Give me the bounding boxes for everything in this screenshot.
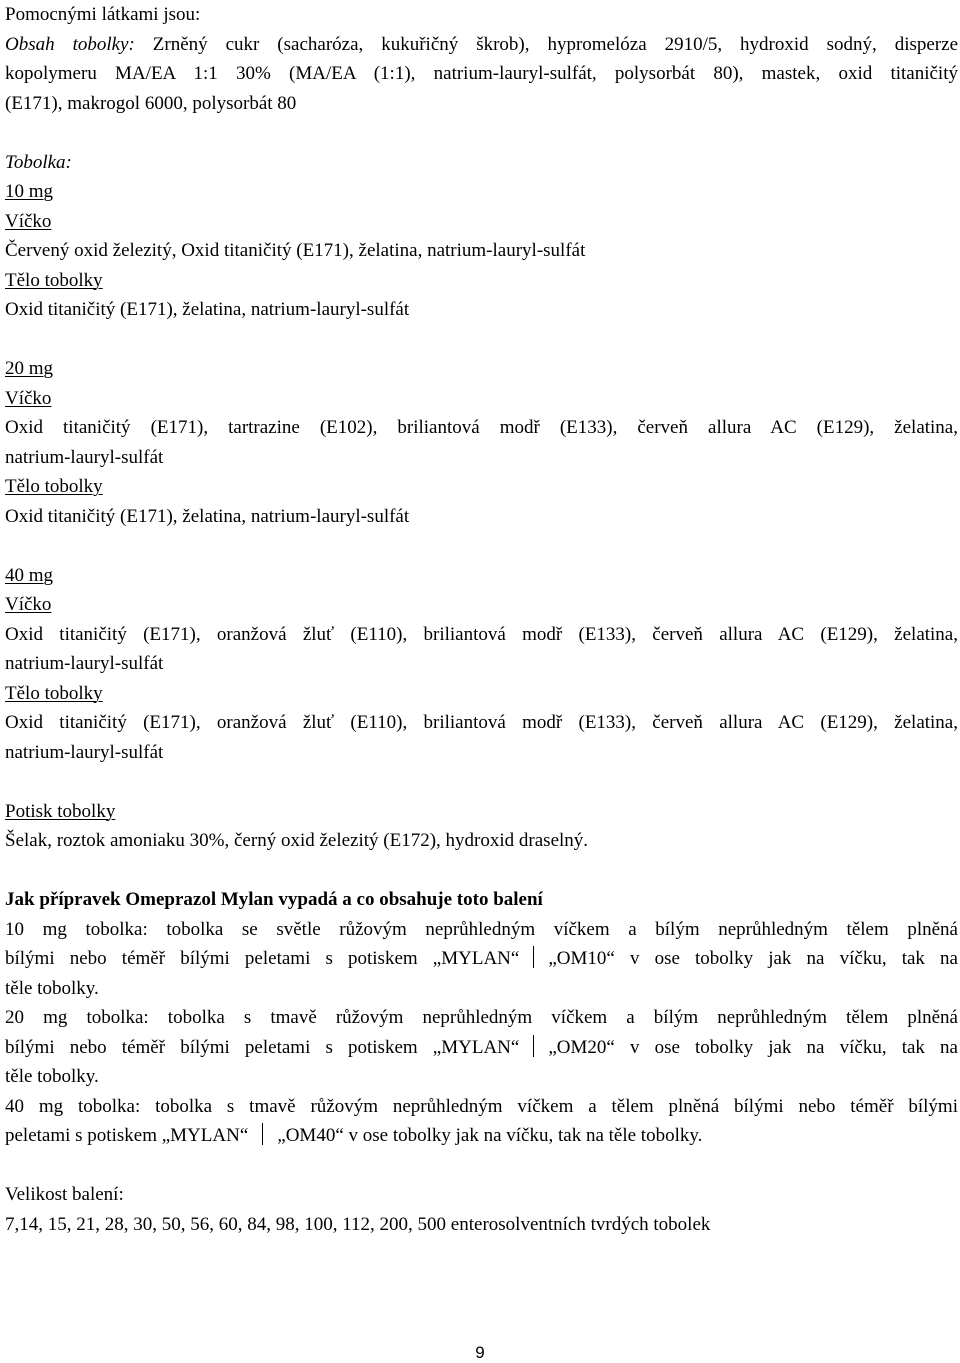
capsule-label: Tobolka:	[5, 151, 72, 173]
appearance-20mg-line-3: těle tobolky.	[5, 1066, 99, 1087]
print-text: Šelak, roztok amoniaku 30%, černý oxid železitý (E172), hydroxid draselný.	[5, 830, 589, 851]
dose-40mg-label: 40 mg	[5, 564, 54, 586]
appearance-20mg-line-2	[5, 1033, 958, 1063]
appearance-10mg-line-2	[5, 944, 958, 974]
spacer	[5, 118, 958, 148]
spacer	[5, 531, 958, 561]
document-body	[5, 0, 958, 1239]
pack-size-label: Velikost balení:	[5, 1184, 124, 1205]
appearance-heading: Jak přípravek Omeprazol Mylan vypadá a co obsahuje toto balení	[5, 889, 543, 910]
dose-20mg-body-text: Oxid titaničitý (E171), želatina, natrium-lauryl-sulfát	[5, 505, 410, 527]
dose-40mg-cap-text-1: Oxid titaničitý (E171), oranžová žluť (E110), briliantová modř (E133), červeň allura AC (E129), želatina,	[5, 623, 958, 645]
pack-size-text: 7,14, 15, 21, 28, 30, 50, 56, 60, 84, 98, 100, 112, 200, 500 enterosolventních tvrdých tobolek	[5, 1213, 711, 1235]
dose-40mg-cap-label: Víčko	[5, 594, 52, 615]
capsule-content-line-1	[5, 30, 958, 60]
dose-40mg-body-label: Tělo tobolky	[5, 682, 103, 704]
appearance-40mg-line-2	[5, 1121, 958, 1151]
capsule-content-line-3: (E171), makrogol 6000, polysorbát 80	[5, 92, 297, 114]
dose-10mg-body-text: Oxid titaničitý (E171), želatina, natrium-lauryl-sulfát	[5, 299, 410, 320]
spacer	[5, 856, 958, 886]
dose-40mg-body-text-1: Oxid titaničitý (E171), oranžová žluť (E110), briliantová modř (E133), červeň allura AC (E129), želatina,	[5, 712, 958, 733]
appearance-40mg-line-1: 40 mg tobolka: tobolka s tmavě růžovým neprůhledným víčkem a tělem plněná bílými nebo téměř bílými	[5, 1095, 958, 1117]
capsule-content-line-2: kopolymeru MA/EA 1:1 30% (MA/EA (1:1), natrium-lauryl-sulfát, polysorbát 80), mastek, oxid titaničitý	[5, 63, 958, 84]
dose-20mg-cap-label: Víčko	[5, 387, 52, 409]
appearance-20mg-line-2b: „OM20“ v ose tobolky jak na víčku, tak na	[548, 1036, 958, 1058]
spacer	[5, 325, 958, 355]
spacer	[5, 767, 958, 797]
dose-20mg-cap-text-2: natrium-lauryl-sulfát	[5, 446, 164, 468]
dose-10mg-body-label: Tělo tobolky	[5, 269, 103, 291]
dose-10mg-cap-label: Víčko	[5, 210, 52, 232]
appearance-20mg-line-2a: bílými nebo téměř bílými peletami s potiskem „MYLAN“	[5, 1036, 520, 1058]
dose-20mg-cap-text-1: Oxid titaničitý (E171), tartrazine (E102), briliantová modř (E133), červeň allura AC (E129), želatina,	[5, 417, 958, 438]
dose-20mg-label: 20 mg	[5, 358, 54, 379]
separator-bar	[262, 1123, 263, 1145]
capsule-content-label: Obsah tobolky:	[5, 33, 135, 55]
dose-20mg-body-label: Tělo tobolky	[5, 476, 103, 497]
appearance-10mg-line-3: těle tobolky.	[5, 977, 99, 999]
appearance-40mg-line-2b: „OM40“ v ose tobolky jak na víčku, tak na těle tobolky.	[277, 1125, 703, 1146]
capsule-content-text-1: Zrněný cukr (sacharóza, kukuřičný škrob), hypromelóza 2910/5, hydroxid sodný, disperze	[152, 33, 958, 55]
dose-40mg-cap-text-2: natrium-lauryl-sulfát	[5, 653, 164, 674]
page-number: 9	[475, 1343, 485, 1362]
appearance-10mg-line-2a: bílými nebo téměř bílými peletami s potiskem „MYLAN“	[5, 948, 520, 969]
excipients-heading: Pomocnými látkami jsou:	[5, 4, 201, 25]
appearance-10mg-line-2b: „OM10“ v ose tobolky jak na víčku, tak na	[548, 948, 958, 969]
print-label: Potisk tobolky	[5, 800, 116, 822]
dose-10mg-label: 10 mg	[5, 181, 54, 202]
separator-bar	[533, 1035, 534, 1057]
dose-40mg-body-text-2: natrium-lauryl-sulfát	[5, 741, 164, 763]
spacer	[5, 1151, 958, 1181]
appearance-20mg-line-1: 20 mg tobolka: tobolka s tmavě růžovým neprůhledným víčkem a bílým neprůhledným tělem plněná	[5, 1007, 958, 1028]
dose-10mg-cap-text: Červený oxid železitý, Oxid titaničitý (E171), želatina, natrium-lauryl-sulfát	[5, 240, 586, 261]
separator-bar	[533, 946, 534, 968]
appearance-40mg-line-2a: peletami s potiskem „MYLAN“	[5, 1125, 249, 1146]
appearance-10mg-line-1: 10 mg tobolka: tobolka se světle růžovým neprůhledným víčkem a bílým neprůhledným tělem plněná	[5, 918, 958, 940]
